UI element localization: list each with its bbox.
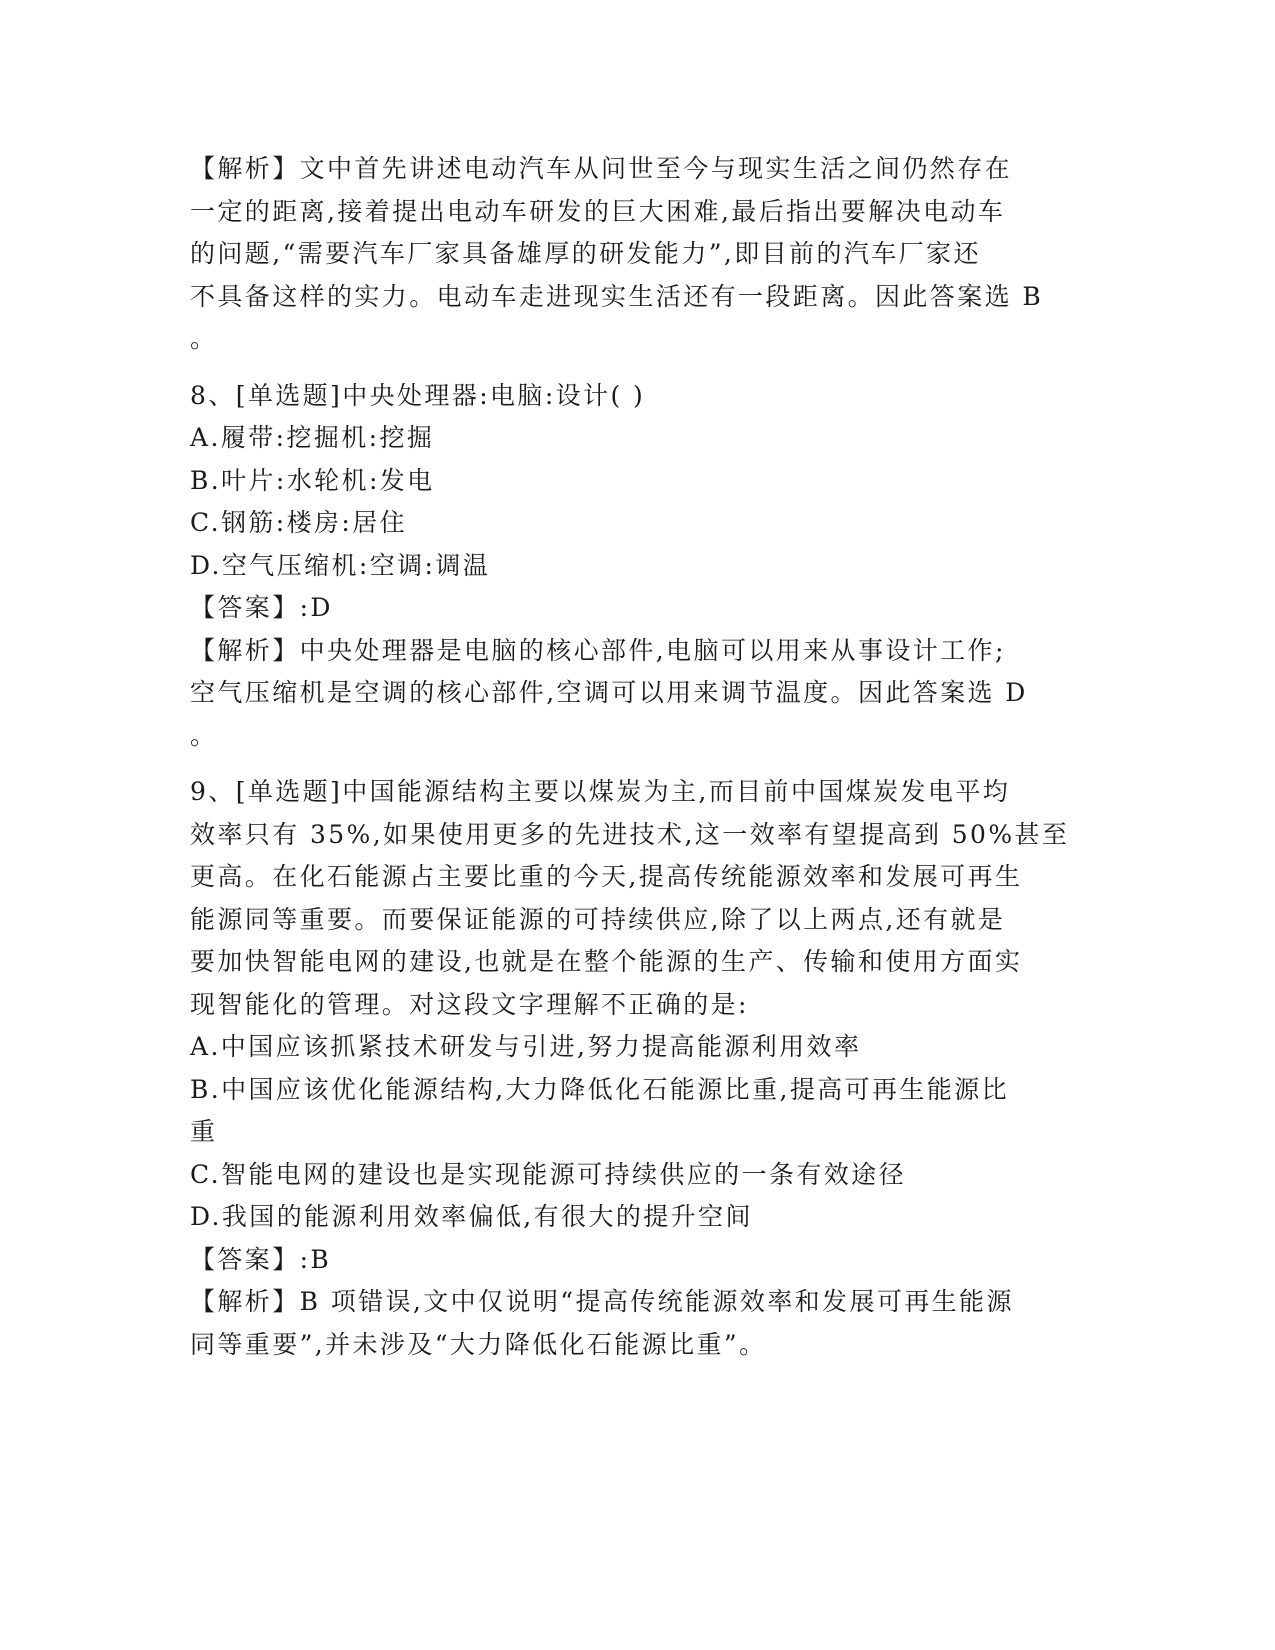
q9-option-b: B.中国应该优化能源结构,大力降低化石能源比重,提高可再生能源比 <box>190 1074 1010 1104</box>
spacer <box>190 757 1090 771</box>
q9-option-d: D.我国的能源利用效率偏低,有很大的提升空间 <box>190 1202 753 1231</box>
q9-option-b-cont: 重 <box>190 1117 218 1146</box>
q7-analysis-line: 不具备这样的实力。电动车走进现实生活还有一段距离。因此答案选 B <box>190 281 1044 311</box>
q9-stem-line: 要加快智能电网的建设,也就是在整个能源的生产、传输和使用方面实 <box>190 947 1023 976</box>
q7-analysis-line: 的问题,“需要汽车厂家具备雄厚的研发能力”,即目前的汽车厂家还 <box>190 239 981 268</box>
question-8 <box>190 375 1090 758</box>
q9-stem-line: 9、[单选题]中国能源结构主要以煤炭为主,而目前中国煤炭发电平均 <box>190 777 1011 806</box>
q9-answer: 【答案】:B <box>190 1244 332 1274</box>
q8-analysis-line: 。 <box>190 720 218 750</box>
q9-option-c: C.智能电网的建设也是实现能源可持续供应的一条有效途径 <box>190 1159 906 1189</box>
q9-option-a: A.中国应该抓紧技术研发与引进,努力提高能源利用效率 <box>190 1032 862 1061</box>
document-page <box>190 148 1090 1366</box>
q9-analysis-line: 【解析】B 项错误,文中仅说明“提高传统能源效率和发展可再生能源 <box>190 1287 1014 1316</box>
q9-analysis-line: 同等重要”,并未涉及“大力降低化石能源比重”。 <box>190 1329 767 1359</box>
q7-analysis-line: 【解析】文中首先讲述电动汽车从问世至今与现实生活之间仍然存在 <box>190 154 1013 183</box>
q8-option-a: A.履带:挖掘机:挖掘 <box>190 423 435 452</box>
q8-option-d: D.空气压缩机:空调:调温 <box>190 550 491 580</box>
q7-analysis-line: 。 <box>190 324 218 353</box>
q7-analysis-line: 一定的距离,接着提出电动车研发的巨大困难,最后指出要解决电动车 <box>190 196 1006 226</box>
q8-option-c: C.钢筋:楼房:居住 <box>190 508 408 537</box>
q9-stem-line: 更高。在化石能源占主要比重的今天,提高传统能源效率和发展可再生 <box>190 862 1023 891</box>
q8-analysis-line: 空气压缩机是空调的核心部件,空调可以用来调节温度。因此答案选 D <box>190 678 1028 707</box>
q8-analysis-line: 【解析】中央处理器是电脑的核心部件,电脑可以用来从事设计工作; <box>190 635 1006 665</box>
q8-option-b: B.叶片:水轮机:发电 <box>190 465 435 495</box>
q8-stem: 8、[单选题]中央处理器:电脑:设计( ) <box>190 380 646 410</box>
spacer <box>190 361 1090 375</box>
question-9 <box>190 771 1090 1366</box>
q9-stem-line: 现智能化的管理。对这段文字理解不正确的是: <box>190 989 749 1019</box>
q8-answer: 【答案】:D <box>190 593 333 622</box>
q7-analysis <box>190 148 1090 361</box>
q9-stem-line: 效率只有 35%,如果使用更多的先进技术,这一效率有望提高到 50%甚至 <box>190 819 1070 849</box>
q9-stem-line: 能源同等重要。而要保证能源的可持续供应,除了以上两点,还有就是 <box>190 904 1006 934</box>
